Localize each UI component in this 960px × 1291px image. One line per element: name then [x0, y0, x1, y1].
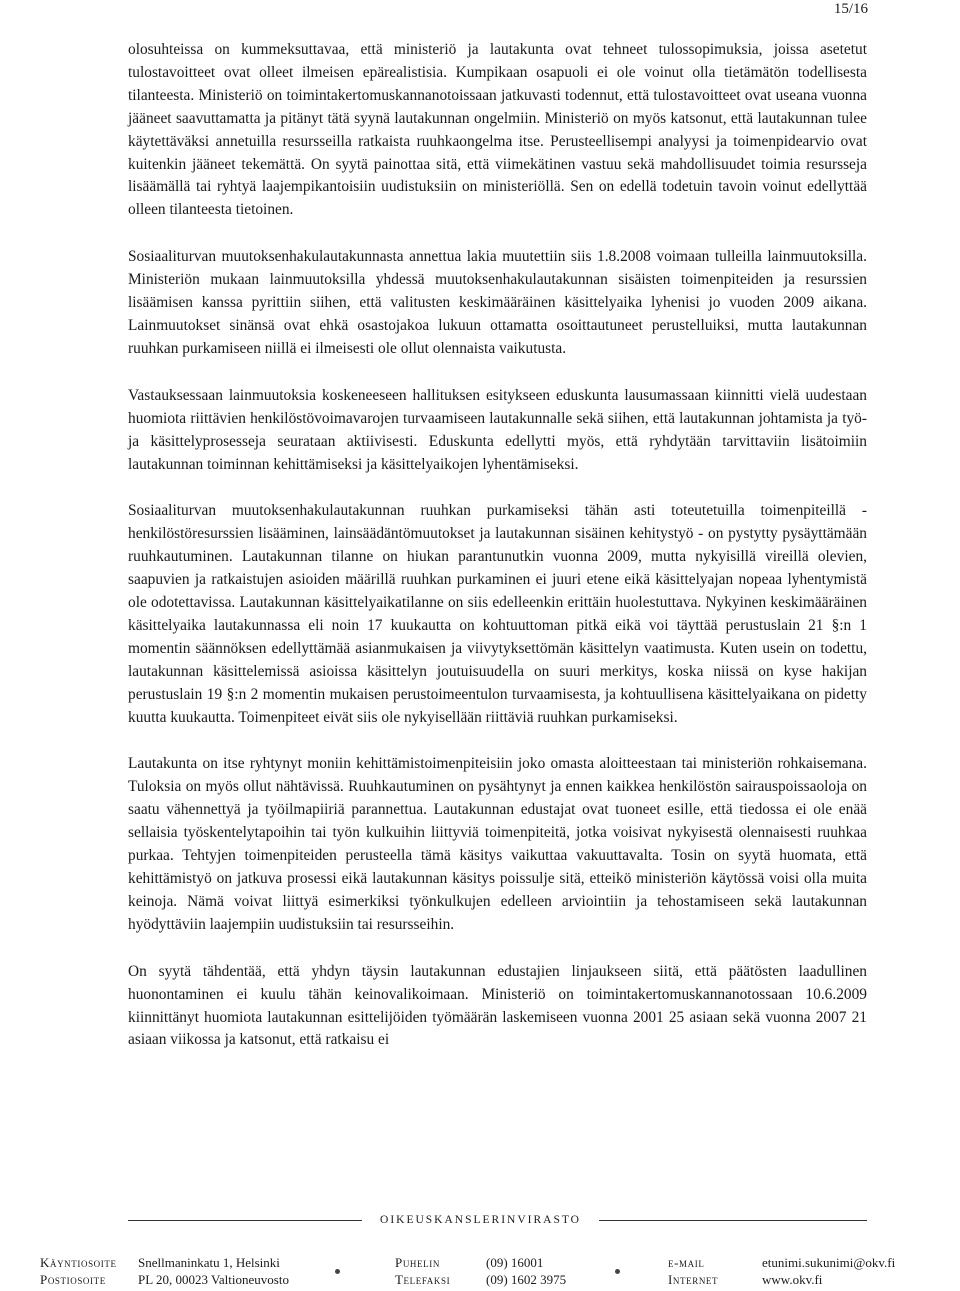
- fax-number: (09) 1602 3975: [486, 1272, 567, 1287]
- footer-rule-left: [128, 1220, 362, 1221]
- paragraph-3: Vastauksessaan lainmuutoksia koskeneeseen hallituksen esitykseen eduskunta lausumassaan kiinnitti vielä uudestaan huomiota riittävien henkilöstövoimavarojen turvaamiseen lautakunnalle sekä siihen, että lautakunnan johtamista ja työ- ja käsittelyprosesseja seurataan aktiivisesti. Eduskunta edellytti myös, että ryhdytään tarvittaviin lisätoimiin lautakunnan toiminnan kehittämiseksi ja käsittelyaikojen lyhentämiseksi.: [128, 386, 867, 473]
- footer-organization: OIKEUSKANSLERINVIRASTO: [380, 1214, 581, 1226]
- footer-separator-dot: [335, 1269, 340, 1274]
- paragraph-4: Sosiaaliturvan muutoksenhakulautakunnan ruuhkan purkamiseksi tähän asti toteutetuilla toimenpiteillä - henkilöstöresurssien lisääminen, lainsäädäntömuutokset ja lautakunnan sisäinen kehitystyö - on pystytty pysäyttämään ruuhkautuminen. Lautakunnan tilanne on hiukan parantunutkin vuonna 2009, mutta nykyisillä vireillä olevien, saapuvien ja ratkaistujen asioiden määrillä ruuhkan purkaminen ei juuri etene eikä käsittelyajan nopeaa lyhentymistä ole odotettavissa. Lautakunnan käsittelyaikatilanne on siis edelleenkin erittäin huolestuttava. Nykyinen keskimääräinen käsittelyaika lautakunnassa eli noin 17 kuukautta on kohtuuttoman pitkä eikä voi täyttää perustuslain 21 §:n 1 momentin säännöksen edellyttämää asianmukaisen ja viivytyksettömän käsittelyn vaatimusta. Kuten usein on todettu, lautakunnan käsittelemissä asioissa käsittelyn joutuisuudella on suuri merkitys, koska niissä on kyse hakijan perustuslain 19 §:n 2 momentin mukaisen perustoimeentulon turvaamisesta, ja kohtuullisena käsittelyaikana on pidetty kuutta kuukautta. Toimenpiteet eivät siis ole nykyisellään riittäviä ruuhkan purkamiseksi.: [128, 502, 867, 726]
- phone-number: (09) 16001: [486, 1255, 544, 1270]
- footer-separator-dot: [615, 1269, 620, 1274]
- fax-label: Telefaksi: [395, 1272, 451, 1287]
- document-body: [128, 39, 867, 1076]
- email-label: e-mail: [668, 1255, 705, 1270]
- visiting-address: Snellmaninkatu 1, Helsinki: [138, 1255, 280, 1270]
- postal-address: PL 20, 00023 Valtioneuvosto: [138, 1272, 289, 1287]
- postal-address-label: Postiosoite: [40, 1272, 106, 1287]
- email-address[interactable]: etunimi.sukunimi@okv.fi: [762, 1255, 896, 1270]
- paragraph-1: olosuhteissa on kummeksuttavaa, että ministeriö ja lautakunta ovat tehneet tulossopimuksia, joissa asetetut tulostavoitteet ovat olleet ilmeisen epärealistisia. Kumpikaan osapuoli ei ole voinut olla tietämätön todellisesta tilanteesta. Ministeriö on toimintakertomuskannanotoissaan jatkuvasti todennut, että tulostavoitteet ovat useana vuonna jääneet saavuttamatta ja pitänyt tätä syynä lautakunnan ongelmiin. Ministeriö on myös katsonut, että lautakunnan tulee käytettäväksi annetuilla resursseilla ratkaista ruuhkaongelma itse. Perusteellisempi analyysi ja toimenpidearvio ovat kuitenkin jääneet tekemättä. On syytä painottaa sitä, että viimekätinen vastuu sekä mahdollisuudet toimia resursseja lisäämällä tai ryhtyä laajempikantoisiin uudistuksiin on ministeriöllä. Sen on edellä todetuin tavoin voinut edellyttää olleen tilanteesta tietoinen.: [128, 41, 867, 219]
- website-link[interactable]: www.okv.fi: [762, 1272, 823, 1287]
- paragraph-2: Sosiaaliturvan muutoksenhakulautakunnasta annettua lakia muutettiin siis 1.8.2008 voimaan tulleilla lainmuutoksilla. Ministeriön mukaan lainmuutoksilla yhdessä muutoksenhakulautakunnan sisäisten toimenpiteiden ja resurssien lisäämisen kanssa pyrittiin siihen, että valitusten keskimääräinen käsittelyaika lyhenisi jo vuoden 2009 aikana. Lainmuutokset sinänsä ovat ehkä osastojakoa lukuun ottamatta osoittautuneet perustelluiksi, mutta lautakunnan ruuhkan purkamiseen niillä ei ilmeisesti ole ollut olennaista vaikutusta.: [128, 248, 867, 357]
- page-number: 15/16: [833, 1, 868, 17]
- page-footer: [0, 1205, 960, 1291]
- paragraph-6: On syytä tähdentää, että yhdyn täysin lautakunnan edustajien linjaukseen siitä, että päätösten laadullinen huonontaminen ei kuulu tähän keinovalikoimaan. Ministeriö on toimintakertomuskannanotossaan 10.6.2009 kiinnittänyt huomiota lautakunnan esittelijöiden työmäärän laskemiseen vuonna 2001 25 asiaan sekä vuonna 2007 21 asiaan viikossa ja katsonut, että ratkaisu ei: [128, 962, 867, 1049]
- paragraph-5: Lautakunta on itse ryhtynyt moniin kehittämistoimenpiteisiin joko omasta aloitteestaan tai ministeriön rohkaisemana. Tuloksia on myös ollut nähtävissä. Ruuhkautuminen on pysähtynyt ja ennen kaikkea henkilöstön sairauspoissaoloja on saatu vähennettyä ja työilmapiiriä parannettua. Lautakunnan edustajat ovat tuoneet esille, että tiedossa ei ole enää sellaisia työskentelytapoihin tai työn kulkuihin liittyviä toimenpiteitä, jotka voisivat nykyisestä olennaisesti ruuhkaa purkaa. Tehtyjen toimenpiteiden perusteella tämä käsitys vaikuttaa vakuuttavalta. Tosin on syytä huomata, että kehittämistyö on jatkuva prosessi eikä lautakunnan käsitys poissulje sitä, etteikö ministeriön käytössä voisi olla muita keinoja. Nämä voivat liittyä esimerkiksi työnkulkujen edelleen arviointiin ja tehostamiseen sekä lautakunnan hyödyttäviin laajempiin uudistuksiin tai resursseihin.: [128, 755, 867, 933]
- footer-rule-right: [599, 1220, 867, 1221]
- phone-label: Puhelin: [395, 1255, 440, 1270]
- internet-label: Internet: [668, 1272, 719, 1287]
- visiting-address-label: Käyntiosoite: [40, 1255, 117, 1270]
